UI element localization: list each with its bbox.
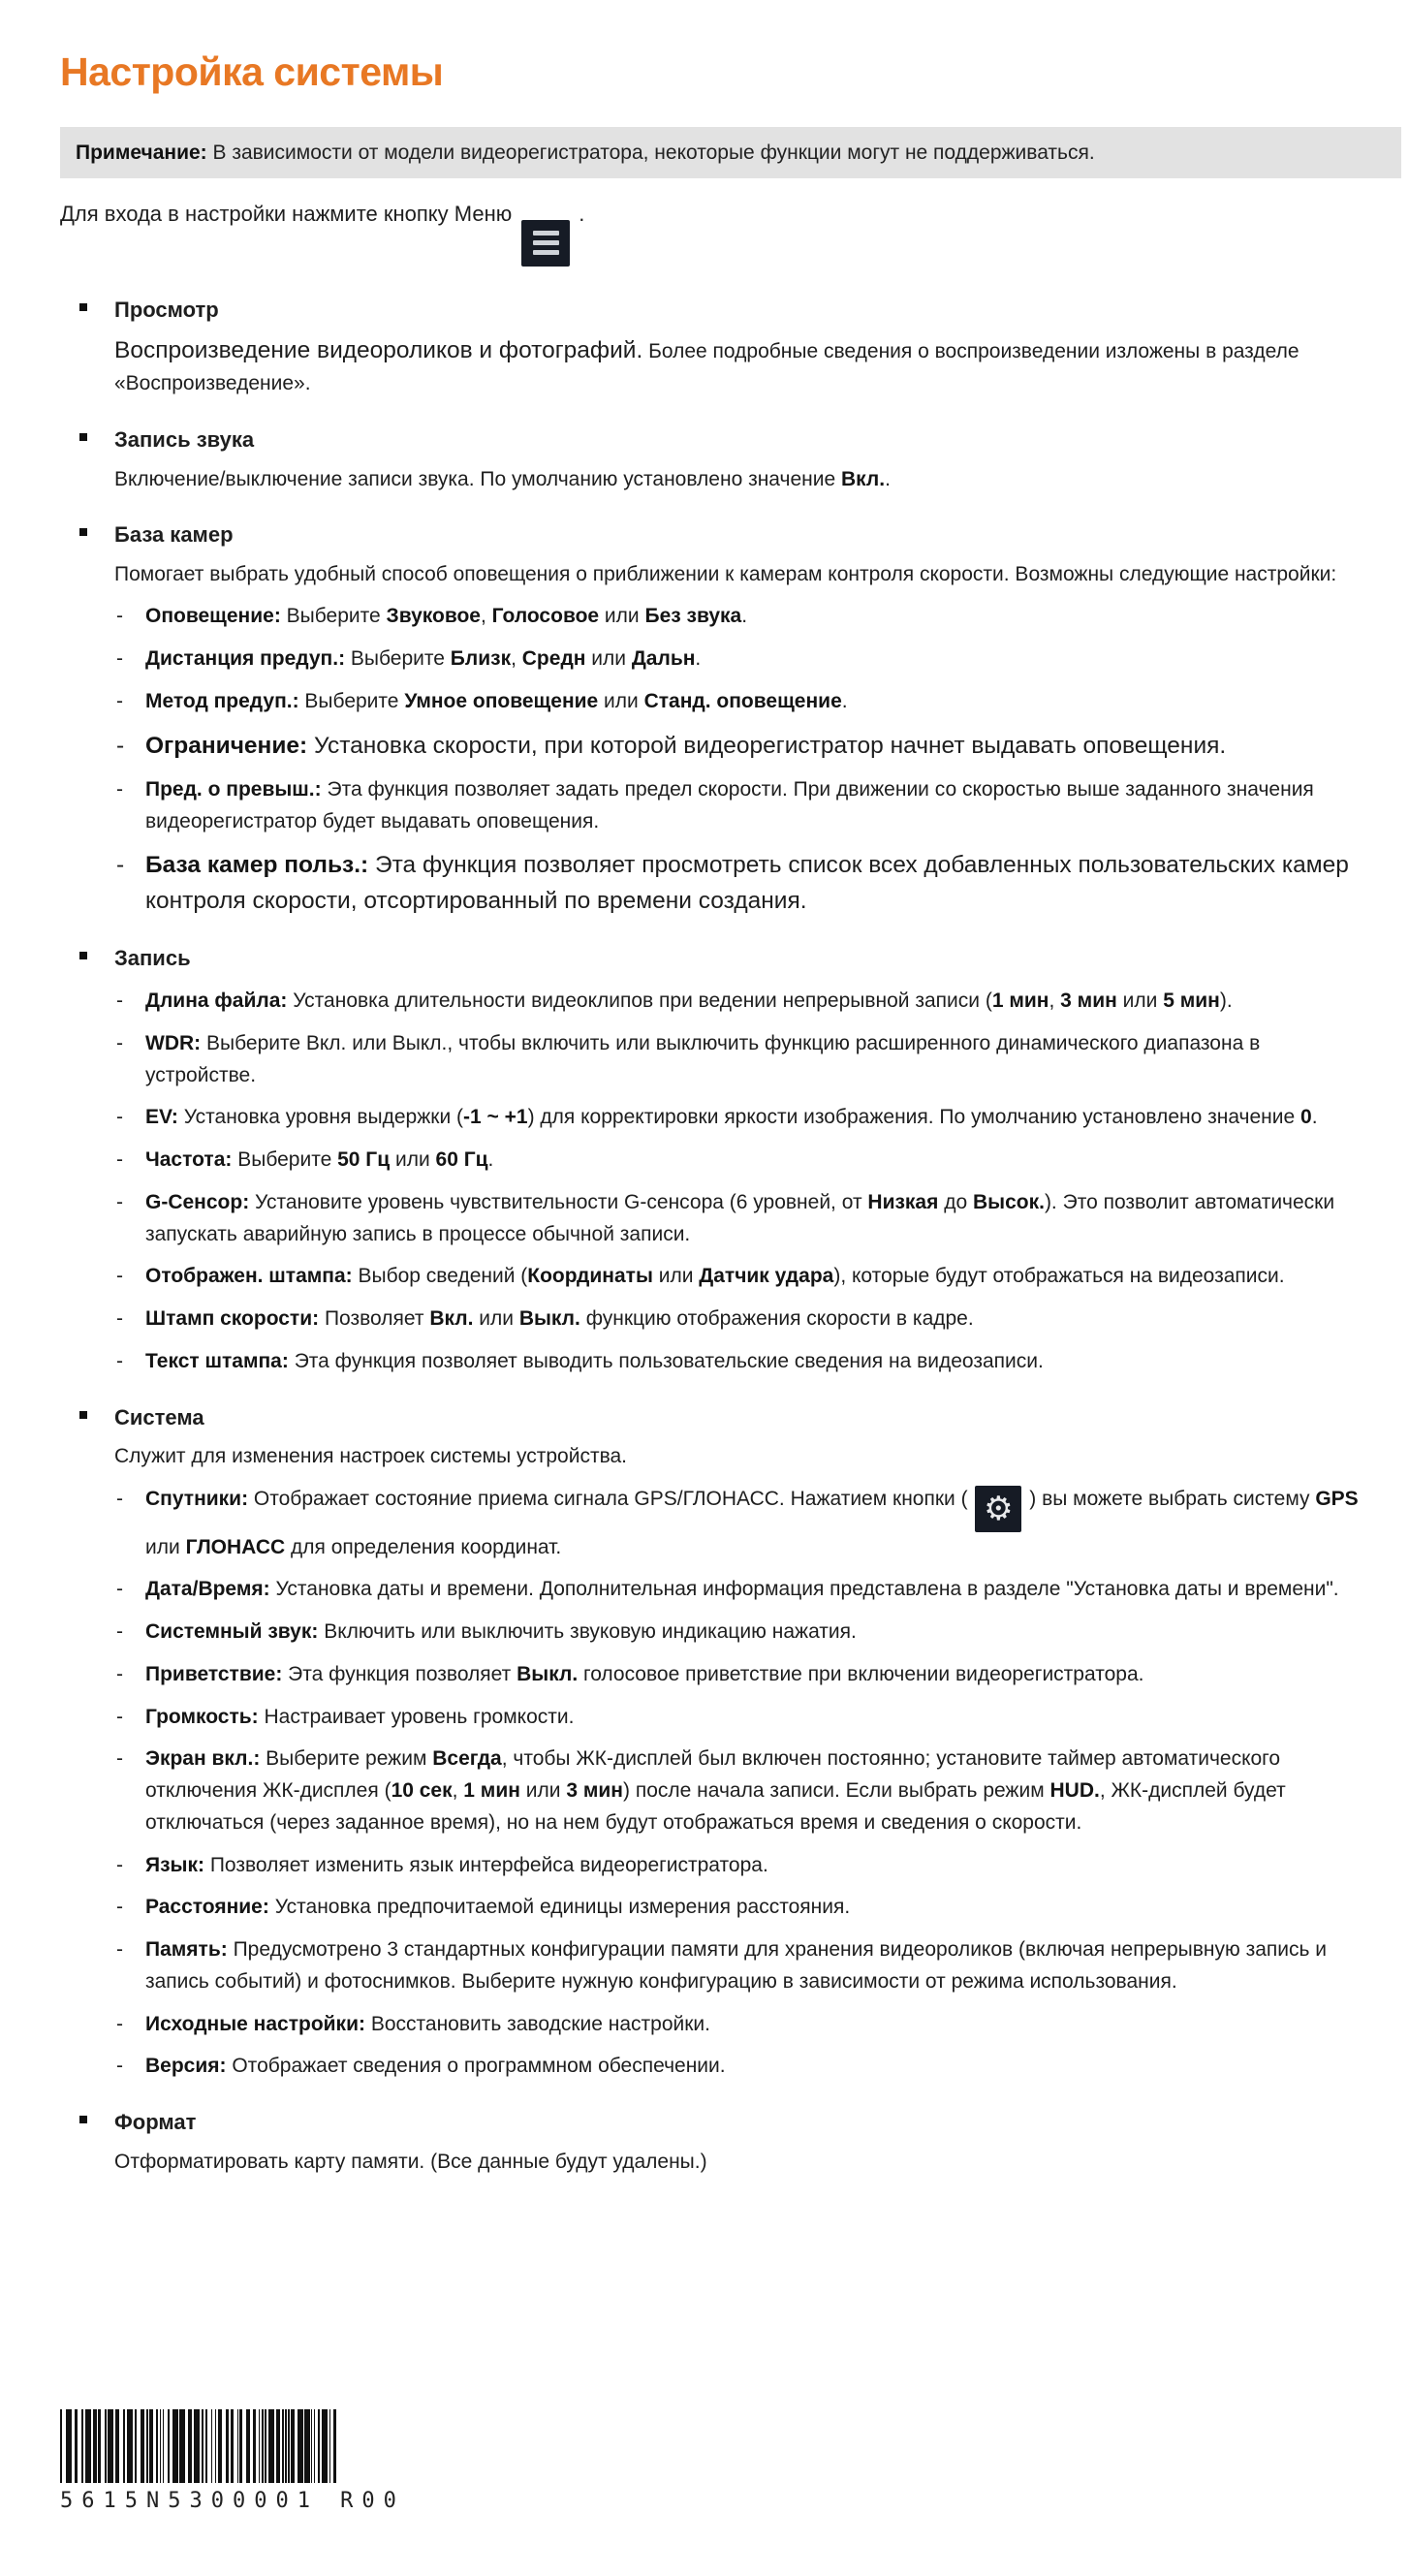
text-segment: Средн [521, 647, 586, 671]
section-header [79, 518, 1376, 551]
sub-item-text [145, 848, 1376, 919]
text-segment: Отображает состояние приема сигнала GPS/ГЛОНАСС. Нажатием кнопки ( [248, 1487, 974, 1510]
barcode-bar [115, 2409, 119, 2483]
sub-item-text [145, 1574, 1376, 1606]
text-segment: 5 мин [1163, 990, 1220, 1013]
barcode-bar [172, 2409, 178, 2483]
barcode-bar [215, 2409, 216, 2483]
text-segment: или [599, 605, 645, 628]
sub-item [114, 601, 1376, 633]
dash-marker: - [116, 732, 125, 759]
dash-marker: - [116, 1853, 123, 1876]
text-segment: Память: [145, 1938, 228, 1962]
text-segment: Длина файла: [145, 990, 288, 1013]
text-segment: до [938, 1190, 973, 1213]
dash-marker: - [116, 1620, 123, 1644]
dash-marker: - [116, 1705, 123, 1728]
sub-item [114, 1617, 1376, 1649]
text-segment: EV: [145, 1106, 178, 1129]
text-segment: . [885, 467, 891, 490]
text-segment: голосовое приветствие при включении видеорегистратора. [578, 1662, 1144, 1685]
text-segment: Всегда [432, 1747, 502, 1771]
text-segment: Выберите [298, 689, 405, 712]
section-item [79, 294, 1376, 400]
text-segment: . [695, 647, 702, 671]
sub-item [114, 986, 1376, 1018]
dash-marker: - [116, 852, 125, 879]
barcode-bar [60, 2409, 62, 2483]
dash-marker: - [116, 1349, 123, 1372]
section-header [79, 2106, 1376, 2139]
section-item [79, 1401, 1376, 2084]
text-segment: ) вы можете выбрать систему [1023, 1487, 1316, 1510]
text-segment: Звуковое [386, 605, 481, 628]
text-segment: Включение/выключение записи звука. По умолчанию установлено значение [114, 467, 841, 490]
text-segment: Версия: [145, 2055, 227, 2078]
text-segment: Предусмотрено 3 стандартных конфигурации памяти для хранения видеороликов (включая непрерывную запись и запись событий) и фотоснимков. Выберите нужную конфигурацию в зависимости от режима использования. [145, 1938, 1327, 1993]
section-item [79, 942, 1376, 1378]
sub-item [114, 1102, 1376, 1134]
section-body [114, 1441, 1376, 2083]
section-label: Система [114, 1404, 204, 1429]
barcode-bar [127, 2409, 133, 2483]
barcode-bar [265, 2409, 266, 2483]
square-bullet-icon [79, 303, 87, 311]
text-segment: Приветствие: [145, 1662, 283, 1685]
text-segment: ГЛОНАСС [185, 1535, 286, 1558]
barcode-bar [311, 2409, 312, 2483]
sub-item [114, 2051, 1376, 2083]
barcode-bar [329, 2409, 330, 2483]
text-segment: Исходные настройки: [145, 2012, 365, 2035]
text-segment: Позволяет [319, 1307, 430, 1331]
sub-item-text [145, 1850, 1376, 1882]
text-segment: или [598, 689, 644, 712]
dash-marker: - [116, 605, 123, 628]
barcode-bar [246, 2409, 250, 2483]
text-segment: Отображает сведения о программном обеспечении. [226, 2055, 726, 2078]
barcode-bar [123, 2409, 125, 2483]
text-segment: ) для корректировки яркости изображения. По умолчанию установлено значение [527, 1106, 1301, 1129]
dash-marker: - [116, 1031, 123, 1054]
text-segment: . [1311, 1106, 1318, 1129]
sub-item-text [145, 1617, 1376, 1649]
text-segment: -1 ~ +1 [463, 1106, 528, 1129]
text-segment: ). [1219, 990, 1233, 1013]
note-box [60, 127, 1401, 178]
sub-item [114, 1145, 1376, 1177]
text-segment: Дальн [631, 647, 696, 671]
text-segment: ) после начала записи. Если выбрать режим [623, 1779, 1050, 1803]
text-segment: , чтобы ЖК-дисплей был включен постоянно; установите таймер автоматического отключения ЖК-дисплея ( [145, 1747, 1281, 1803]
barcode-bar [85, 2409, 91, 2483]
barcode-bar [75, 2409, 78, 2483]
barcode-bar [211, 2409, 212, 2483]
dash-marker: - [116, 689, 123, 712]
text-segment: Установка уровня выдержки ( [177, 1106, 464, 1129]
dash-marker: - [116, 1307, 123, 1331]
text-segment: Штамп скорости: [145, 1307, 320, 1331]
text-segment: Эта функция позволяет выводить пользовательские сведения на видеозаписи. [288, 1349, 1044, 1372]
paragraph [114, 1441, 1376, 1473]
section-item [79, 424, 1376, 495]
text-segment: Выкл. [518, 1307, 580, 1331]
settings-list [0, 294, 1409, 2178]
intro-text: Для входа в настройки нажмите кнопку Меню [60, 202, 513, 227]
barcode-bar [253, 2409, 256, 2483]
square-bullet-icon [79, 1411, 87, 1419]
text-segment: 50 Гц [337, 1148, 391, 1172]
sub-item-text [145, 986, 1376, 1018]
paragraph [114, 333, 1376, 400]
text-segment: Выберите Вкл. или Выкл., чтобы включить или выключить функцию расширенного динамического диапазона в устройстве. [145, 1031, 1261, 1086]
text-segment: Координаты [527, 1265, 653, 1288]
barcode-bar [288, 2409, 290, 2483]
barcode-bar [318, 2409, 320, 2483]
text-segment: Более подробные сведения о воспроизведении изложены в разделе «Воспроизведение». [114, 340, 1299, 395]
text-segment: ), которые будут отображаться на видеозаписи. [833, 1265, 1285, 1288]
text-segment: Установка даты и времени. Дополнительная информация представлена в разделе "Установка даты и времени". [269, 1578, 1339, 1601]
text-segment: или [585, 647, 632, 671]
sub-item-text [145, 1702, 1376, 1734]
sub-item [114, 1187, 1376, 1251]
text-segment: Близк [450, 647, 512, 671]
sub-item [114, 1934, 1376, 1998]
sub-item [114, 1892, 1376, 1924]
text-segment: Отображен. штампа: [145, 1265, 353, 1288]
dash-marker: - [116, 2055, 123, 2078]
section-item [79, 518, 1376, 919]
barcode-bar [108, 2409, 113, 2483]
text-segment: Установка длительности видеоклипов при ведении непрерывной записи ( [287, 990, 992, 1013]
text-segment: функцию отображения скорости в кадре. [579, 1307, 974, 1331]
barcode-bar [297, 2409, 303, 2483]
sub-item [114, 1028, 1376, 1092]
text-segment: Низкая [867, 1190, 939, 1213]
section-label: Формат [114, 2110, 197, 2135]
text-segment: Экран вкл.: [145, 1747, 261, 1771]
text-segment: . [841, 689, 848, 712]
sub-item-text [145, 774, 1376, 838]
section-item [79, 2106, 1376, 2178]
barcode-bar [268, 2409, 274, 2483]
text-segment: . [487, 1148, 494, 1172]
barcode-bar [304, 2409, 310, 2483]
sub-item-text [145, 1346, 1376, 1378]
sub-item [114, 1304, 1376, 1335]
dash-marker: - [116, 1190, 123, 1213]
text-segment: Расстояние: [145, 1896, 269, 1919]
dash-marker: - [116, 1106, 123, 1129]
text-segment: 60 Гц [435, 1148, 488, 1172]
barcode-bar [322, 2409, 328, 2483]
text-segment: Дистанция предуп.: [145, 647, 346, 671]
square-bullet-icon [79, 528, 87, 536]
barcode-bar [141, 2409, 144, 2483]
text-segment: Установите уровень чувствительности G-сенсора (6 уровней, от [249, 1190, 868, 1213]
text-segment: Метод предуп.: [145, 689, 299, 712]
barcode [60, 2409, 405, 2513]
sub-item-text [145, 1187, 1376, 1251]
barcode-bar [205, 2409, 207, 2483]
section-body [114, 464, 1376, 496]
text-segment: Эта функция позволяет задать предел скорости. При движении со скоростью выше заданного значения видеорегистратор будет выдавать оповещения. [145, 777, 1314, 832]
text-segment: Язык: [145, 1853, 204, 1876]
section-body [114, 559, 1376, 919]
text-segment: Частота: [145, 1148, 233, 1172]
text-segment: . [741, 605, 748, 628]
note-text: В зависимости от модели видеорегистратора, некоторые функции могут не поддерживаться. [206, 141, 1095, 165]
section-body [114, 986, 1376, 1378]
barcode-bar [156, 2409, 158, 2483]
section-label: База камер [114, 522, 234, 548]
text-segment: 3 мин [566, 1779, 623, 1803]
text-segment: , [452, 1779, 464, 1803]
text-segment: Настраивает уровень громкости. [258, 1705, 575, 1728]
text-segment: WDR: [145, 1031, 202, 1054]
dash-marker: - [116, 1578, 123, 1601]
barcode-bar [188, 2409, 192, 2483]
barcode-bars-image [60, 2409, 338, 2483]
sub-item [114, 848, 1376, 919]
barcode-bar [314, 2409, 315, 2483]
text-segment: ). Это позволит автоматически запускать аварийную запись в процессе обычной записи. [145, 1190, 1335, 1245]
text-segment: Спутники: [145, 1487, 249, 1510]
sub-item-text [145, 1484, 1376, 1564]
section-header [79, 1401, 1376, 1434]
text-segment: 10 сек [391, 1779, 453, 1803]
intro-line [60, 202, 1380, 267]
text-segment: Помогает выбрать удобный способ оповещения о приближении к камерам контроля скорости. Возможны следующие настройки: [114, 562, 1337, 585]
barcode-bar [160, 2409, 161, 2483]
paragraph [114, 559, 1376, 591]
text-segment: для определения координат. [285, 1535, 562, 1558]
text-segment: 1 мин [991, 990, 1049, 1013]
barcode-bar [285, 2409, 287, 2483]
sub-item-text [145, 729, 1376, 764]
sub-item [114, 1702, 1376, 1734]
barcode-bar [146, 2409, 148, 2483]
sub-item-text [145, 1261, 1376, 1293]
text-segment: , [1049, 990, 1061, 1013]
dash-marker: - [116, 1487, 123, 1510]
text-segment: или [390, 1148, 436, 1172]
section-header [79, 294, 1376, 327]
barcode-bar [218, 2409, 222, 2483]
page-title: Настройка системы [60, 49, 444, 94]
text-segment: Эта функция позволяет просмотреть список всех добавленных пользовательских камер контроля скорости, отсортированный по времени создания. [145, 852, 1349, 914]
sub-item-text [145, 1892, 1376, 1924]
text-segment: Оповещение: [145, 605, 281, 628]
text-segment: Высок. [972, 1190, 1045, 1213]
sub-item [114, 2009, 1376, 2041]
barcode-bar [168, 2409, 170, 2483]
barcode-bar [239, 2409, 242, 2483]
barcode-bar [237, 2409, 238, 2483]
dash-marker: - [116, 2012, 123, 2035]
sub-item-text [145, 644, 1376, 675]
dash-marker: - [116, 1747, 123, 1771]
section-label: Просмотр [114, 297, 219, 322]
sub-item-text [145, 686, 1376, 718]
barcode-bar [333, 2409, 336, 2483]
text-segment: , [511, 647, 522, 671]
square-bullet-icon [79, 952, 87, 959]
sub-item-text [145, 1744, 1376, 1838]
text-segment: Голосовое [491, 605, 600, 628]
sub-item [114, 1659, 1376, 1691]
dash-marker: - [116, 1938, 123, 1962]
barcode-bar [66, 2409, 72, 2483]
text-segment: Установка скорости, при которой видеорегистратор начнет выдавать оповещения. [307, 732, 1227, 759]
barcode-bar [226, 2409, 229, 2483]
dash-marker: - [116, 1148, 123, 1172]
section-label: Запись [114, 945, 191, 970]
text-segment: Текст штампа: [145, 1349, 289, 1372]
text-segment: или [473, 1307, 519, 1331]
paragraph [114, 2147, 1376, 2179]
sub-item [114, 686, 1376, 718]
text-segment: , [480, 605, 492, 628]
text-segment: Служит для изменения настроек системы устройства. [114, 1444, 628, 1467]
square-bullet-icon [79, 433, 87, 441]
barcode-bar [105, 2409, 107, 2483]
text-segment: Выберите режим [260, 1747, 433, 1771]
text-segment: HUD. [1049, 1779, 1100, 1803]
barcode-bar [291, 2409, 295, 2483]
text-segment: Датчик удара [699, 1265, 834, 1288]
text-segment: Дата/Время: [145, 1578, 270, 1601]
text-segment: 0 [1300, 1106, 1312, 1129]
barcode-text: 5615N5300001 R00 [60, 2489, 405, 2513]
sub-item-text [145, 1934, 1376, 1998]
barcode-bar [262, 2409, 264, 2483]
text-segment: Включить или выключить звуковую индикацию нажатия. [318, 1620, 857, 1644]
dash-marker: - [116, 1265, 123, 1288]
text-segment: Отформатировать карту памяти. (Все данные будут удалены.) [114, 2150, 707, 2173]
sub-item [114, 1850, 1376, 1882]
section-label: Запись звука [114, 427, 255, 453]
sub-item-text [145, 2051, 1376, 2083]
sub-item-text [145, 1304, 1376, 1335]
dash-marker: - [116, 777, 123, 801]
barcode-bar [149, 2409, 153, 2483]
text-segment: Выберите [345, 647, 451, 671]
text-segment: Системный звук: [145, 1620, 319, 1644]
text-segment: База камер польз.: [145, 852, 369, 879]
sub-item [114, 1744, 1376, 1838]
barcode-bar [194, 2409, 200, 2483]
sub-item-text [145, 601, 1376, 633]
menu-icon [521, 220, 570, 267]
text-segment: Пред. о превыш.: [145, 777, 322, 801]
sub-item-text [145, 1659, 1376, 1691]
text-segment: Умное оповещение [404, 689, 599, 712]
barcode-bar [163, 2409, 164, 2483]
dash-marker: - [116, 1662, 123, 1685]
barcode-bar [179, 2409, 185, 2483]
sub-item [114, 729, 1376, 764]
gear-glyph: ⚙ [984, 1489, 1014, 1528]
barcode-bar [135, 2409, 137, 2483]
square-bullet-icon [79, 2116, 87, 2123]
text-segment: Ограничение: [145, 732, 308, 759]
sub-item-text [145, 1102, 1376, 1134]
section-body [114, 2147, 1376, 2179]
text-segment: Воспроизведение видеороликов и фотографий. [114, 337, 643, 364]
barcode-bar [81, 2409, 83, 2483]
text-segment: Выберите [280, 605, 387, 628]
text-segment: Восстановить заводские настройки. [364, 2012, 710, 2035]
barcode-bar [98, 2409, 101, 2483]
text-segment: Позволяет изменить язык интерфейса видеорегистратора. [204, 1853, 768, 1876]
intro-period: . [579, 202, 585, 227]
text-segment: Выберите [232, 1148, 338, 1172]
text-segment: Громкость: [145, 1705, 259, 1728]
text-segment: или [145, 1535, 186, 1558]
text-segment: Без звука [644, 605, 742, 628]
sub-item-text [145, 2009, 1376, 2041]
barcode-bar [93, 2409, 97, 2483]
section-header [79, 942, 1376, 975]
sub-item [114, 1346, 1376, 1378]
sub-item [114, 1261, 1376, 1293]
text-segment: Вкл. [840, 467, 886, 490]
sub-item [114, 774, 1376, 838]
text-segment: Эта функция позволяет [282, 1662, 517, 1685]
text-segment: Выбор сведений ( [352, 1265, 528, 1288]
text-segment: или [652, 1265, 700, 1288]
gear-icon [975, 1486, 1021, 1532]
dash-marker: - [116, 647, 123, 671]
text-segment: GPS [1315, 1487, 1359, 1510]
dash-marker: - [116, 990, 123, 1013]
text-segment: G-Сенсор: [145, 1190, 250, 1213]
text-segment: Станд. оповещение [643, 689, 842, 712]
sub-item-text [145, 1028, 1376, 1092]
dash-marker: - [116, 1896, 123, 1919]
paragraph [114, 464, 1376, 496]
sub-item [114, 1484, 1376, 1564]
section-header [79, 424, 1376, 456]
note-label: Примечание: [76, 141, 207, 165]
text-segment: Установка предпочитаемой единицы измерения расстояния. [268, 1896, 851, 1919]
text-segment: или [519, 1779, 567, 1803]
sub-item [114, 1574, 1376, 1606]
barcode-bar [231, 2409, 234, 2483]
text-segment: Выкл. [517, 1662, 579, 1685]
barcode-bar [259, 2409, 260, 2483]
section-body [114, 333, 1376, 400]
text-segment: или [1116, 990, 1164, 1013]
barcode-bar [282, 2409, 284, 2483]
text-segment: 3 мин [1060, 990, 1117, 1013]
sub-item [114, 644, 1376, 675]
text-segment: , ЖК-дисплей будет отключаться (через заданное время), но на нем будут отображаться время и сведения о скорости. [145, 1779, 1286, 1834]
text-segment: Вкл. [429, 1307, 474, 1331]
text-segment: 1 мин [463, 1779, 520, 1803]
sub-item-text [145, 1145, 1376, 1177]
barcode-bar [202, 2409, 204, 2483]
barcode-bar [276, 2409, 280, 2483]
